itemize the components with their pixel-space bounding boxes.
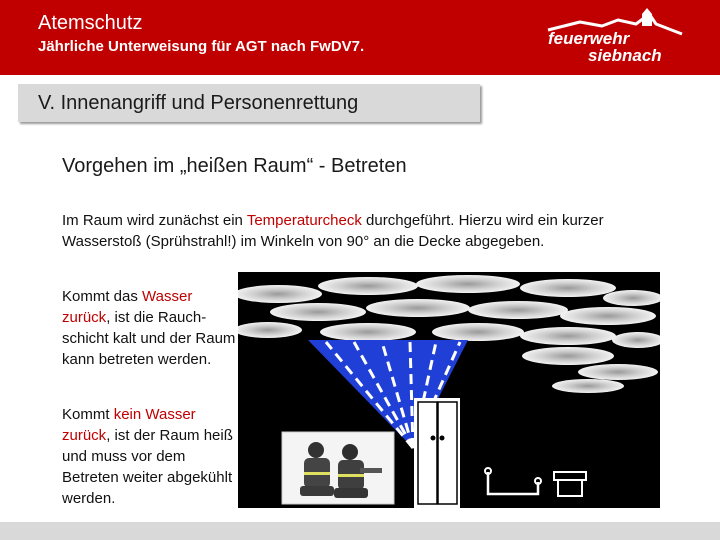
logo-text-line1: feuerwehr (548, 29, 630, 48)
para1-text-end: , ist die Rauchschicht kalt und der Raum kann betreten werden. (62, 309, 236, 368)
presentation-subtitle: Jährliche Unterweisung für AGT nach FwDV7. (38, 38, 365, 55)
section-title: V. Innenangriff und Personenrettung (38, 92, 359, 114)
intro-paragraph (62, 210, 662, 252)
para1-highlight: Wasser zurück (62, 288, 193, 326)
presentation-title: Atemschutz (38, 12, 143, 34)
intro-text-end: durchgeführt. Hierzu wird ein kurzer Wasserstoß (Sprühstrahl!) im Winkeln von 90° an die Decke abgegeben. (62, 212, 604, 250)
para2-highlight: kein Wasser zurück (62, 406, 196, 444)
header-banner (0, 0, 720, 75)
water-returns-paragraph (62, 286, 242, 370)
logo-text-line2: siebnach (588, 46, 662, 65)
fire-department-logo (540, 4, 690, 68)
slide-heading: Vorgehen im „heißen Raum“ - Betreten (62, 155, 407, 177)
section-title-bar (18, 84, 480, 122)
footer-bar (0, 522, 720, 540)
firefighters-photo (282, 432, 394, 504)
no-water-returns-paragraph (62, 404, 242, 509)
intro-highlight: Temperaturcheck (246, 212, 362, 229)
door-icon (414, 398, 460, 508)
para2-text-end: , ist der Raum heiß und muss vor dem Betreten weiter abgekühlt werden. (62, 427, 233, 507)
para1-text-start: Kommt das (62, 288, 143, 305)
hot-room-illustration (238, 272, 660, 508)
para2-text-start: Kommt (62, 406, 114, 423)
intro-text-start: Im Raum wird zunächst ein (62, 212, 247, 229)
